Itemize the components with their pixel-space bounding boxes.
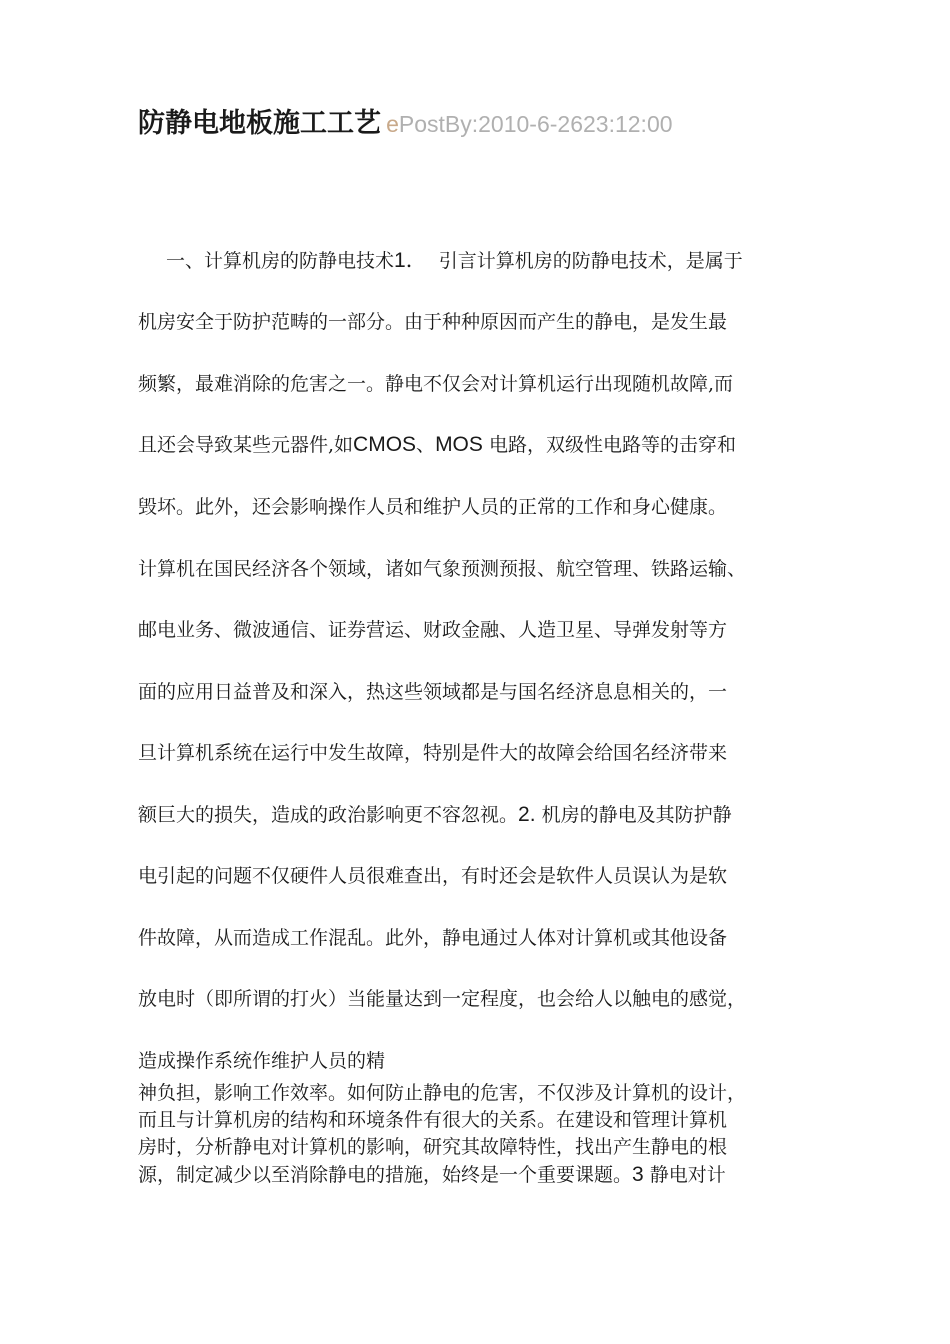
paragraph-line: 额巨大的损失，造成的政治影响更不容忽视。2. 机房的静电及其防护静	[138, 803, 732, 826]
section-number: 3	[632, 1163, 644, 1186]
paragraph-line: 毁坏。此外，还会影响操作人员和维护人员的正常的工作和身心健康。	[138, 496, 728, 518]
paragraph-line: 电引起的问题不仅硬件人员很难查出，有时还会是软件人员误认为是软	[138, 865, 728, 887]
term-mos: MOS	[435, 433, 483, 456]
paragraph-line: 面的应用日益普及和深入，热这些领域都是与国名经济息息相关的，一	[138, 681, 728, 703]
paragraph-line: 一、计算机房的防静电技术1． 引言计算机房的防静电技术，是属于	[166, 249, 743, 272]
dense-paragraph	[138, 1080, 838, 1189]
paragraph-line: 邮电业务、微波通信、证券营运、财政金融、人造卫星、导弹发射等方	[138, 619, 728, 641]
paragraph-line: 件故障，从而造成工作混乱。此外，静电通过人体对计算机或其他设备	[138, 927, 728, 949]
paragraph-line: 房时，分析静电对计算机的影响，研究其故障特性，找出产生静电的根	[138, 1136, 728, 1158]
paragraph-line: 造成操作系统作维护人员的精	[138, 1050, 386, 1072]
paragraph-line: 神负担，影响工作效率。如何防止静电的危害，不仅涉及计算机的设计，	[138, 1082, 747, 1104]
section-number: 1．	[394, 249, 427, 272]
title-accent-letter: e	[386, 111, 399, 137]
paragraph-line: 机房安全于防护范畴的一部分。由于种种原因而产生的静电，是发生最	[138, 311, 728, 333]
paragraph-line: 放电时（即所谓的打火）当能量达到一定程度，也会给人以触电的感觉，	[138, 988, 747, 1010]
paragraph-line: 源，制定减少以至消除静电的措施，始终是一个重要课题。3 静电对计	[138, 1163, 726, 1186]
term-cmos: CMOS	[353, 433, 417, 456]
paragraph-line: 而且与计算机房的结构和环境条件有很大的关系。在建设和管理计算机	[138, 1109, 728, 1131]
document-title-line	[138, 104, 673, 147]
paragraph-line: 且还会导致某些元器件,如CMOS、MOS 电路，双级性电路等的击穿和	[138, 433, 736, 456]
document-title: 防静电地板施工工艺	[138, 108, 381, 139]
paragraph-line: 频繁，最难消除的危害之一。静电不仅会对计算机运行出现随机故障,而	[138, 373, 734, 395]
post-timestamp: PostBy:2010-6-2623:12:00	[398, 111, 673, 137]
paragraph-line: 计算机在国民经济各个领域，诸如气象预测预报、航空管理、铁路运输、	[138, 558, 747, 580]
section-number: 2.	[518, 803, 536, 826]
paragraph-line: 旦计算机系统在运行中发生故障，特别是件大的故障会给国名经济带来	[138, 742, 728, 764]
